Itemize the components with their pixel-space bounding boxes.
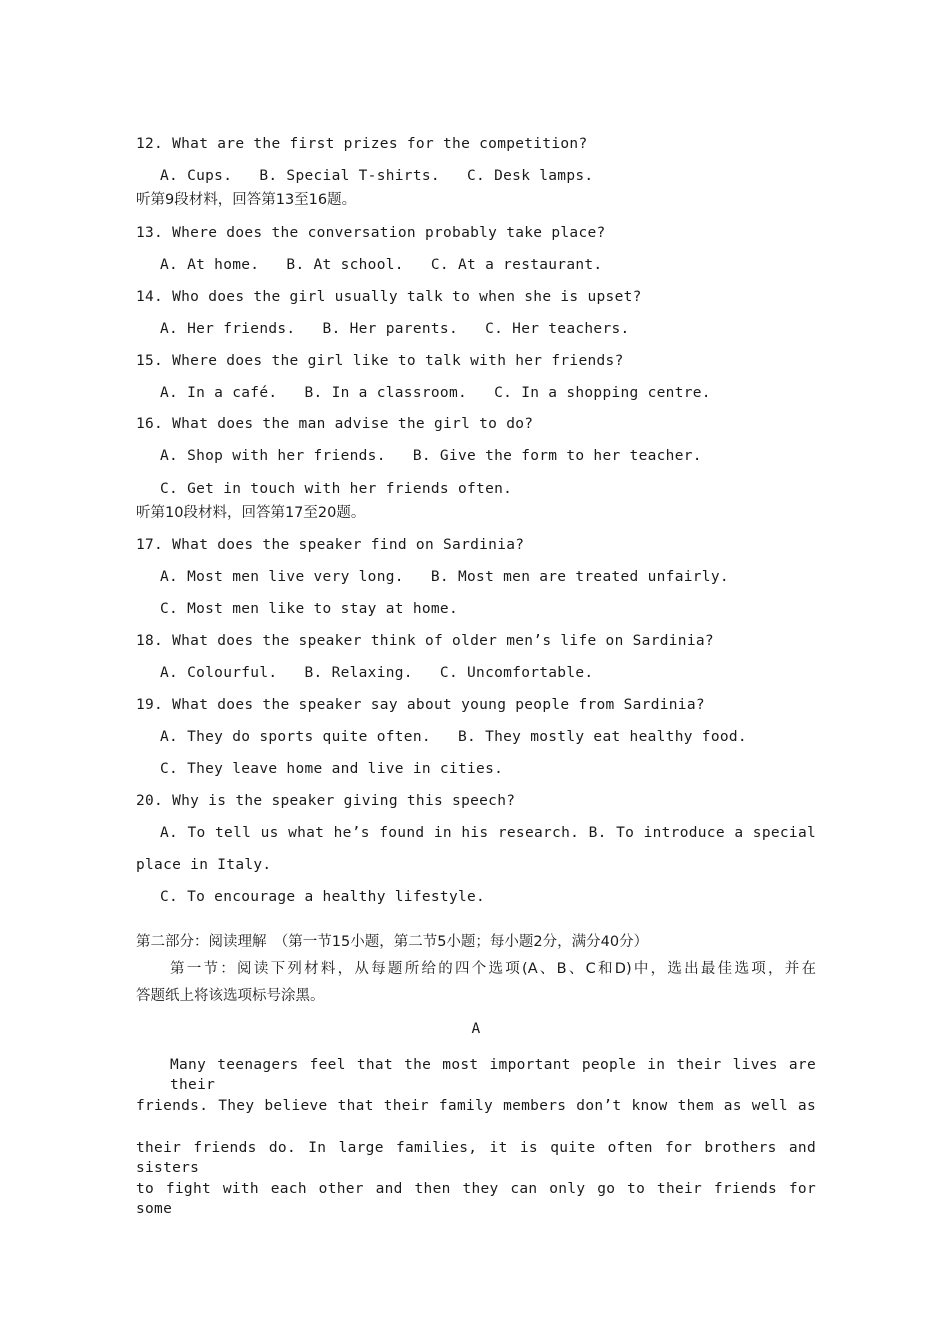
section-one-instruction: 第一节：阅读下列材料，从每题所给的四个选项(A、B、C和D)中，选出最佳选项，并在 [170, 961, 816, 977]
question-18: 18. What does the speaker think of older men’s life on Sardinia? [136, 633, 714, 649]
section-instruction-9: 听第9段材料，回答第13至16题。 [136, 192, 357, 208]
options-19-c: C. They leave home and live in cities. [160, 761, 504, 777]
question-15: 15. Where does the girl like to talk with her friends? [136, 353, 624, 369]
question-20: 20. Why is the speaker giving this speech? [136, 793, 516, 809]
options-17-ab: A. Most men live very long. B. Most men are treated unfairly. [160, 569, 729, 585]
options-14: A. Her friends. B. Her parents. C. Her teachers. [160, 321, 630, 337]
passage-line: Many teenagers feel that the most important people in their lives are their [170, 1057, 816, 1093]
question-14: 14. Who does the girl usually talk to when she is upset? [136, 289, 642, 305]
passage-line: friends. They believe that their family members don’t know them as well as [136, 1098, 816, 1114]
question-19: 19. What does the speaker say about young people from Sardinia? [136, 697, 705, 713]
section-one-instruction-continued: 答题纸上将该选项标号涂黑。 [136, 988, 325, 1004]
part-two-heading: 第二部分：阅读理解 （第一节15小题，第二节5小题；每小题2分，满分40分） [136, 934, 649, 950]
options-20-ab-continued: place in Italy. [136, 857, 272, 873]
options-12: A. Cups. B. Special T-shirts. C. Desk lamps. [160, 168, 594, 184]
options-13: A. At home. B. At school. C. At a restaurant. [160, 257, 603, 273]
options-16-ab: A. Shop with her friends. B. Give the form to her teacher. [160, 448, 702, 464]
question-12: 12. What are the first prizes for the competition? [136, 136, 588, 152]
options-19-ab: A. They do sports quite often. B. They mostly eat healthy food. [160, 729, 747, 745]
options-20-ab: A. To tell us what he’s found in his research. B. To introduce a special [160, 825, 816, 841]
passage-line: their friends do. In large families, it is quite often for brothers and sisters [136, 1140, 816, 1176]
passage-line: to fight with each other and then they can only go to their friends for some [136, 1181, 816, 1217]
options-16-c: C. Get in touch with her friends often. [160, 481, 513, 497]
section-instruction-10: 听第10段材料，回答第17至20题。 [136, 505, 366, 521]
question-16: 16. What does the man advise the girl to do? [136, 416, 534, 432]
question-17: 17. What does the speaker find on Sardinia? [136, 537, 525, 553]
options-15: A. In a café. B. In a classroom. C. In a shopping centre. [160, 385, 711, 401]
options-18: A. Colourful. B. Relaxing. C. Uncomfortable. [160, 665, 594, 681]
passage-label: A [471, 1021, 481, 1037]
question-13: 13. Where does the conversation probably take place? [136, 225, 606, 241]
options-20-c: C. To encourage a healthy lifestyle. [160, 889, 486, 905]
options-17-c: C. Most men like to stay at home. [160, 601, 458, 617]
